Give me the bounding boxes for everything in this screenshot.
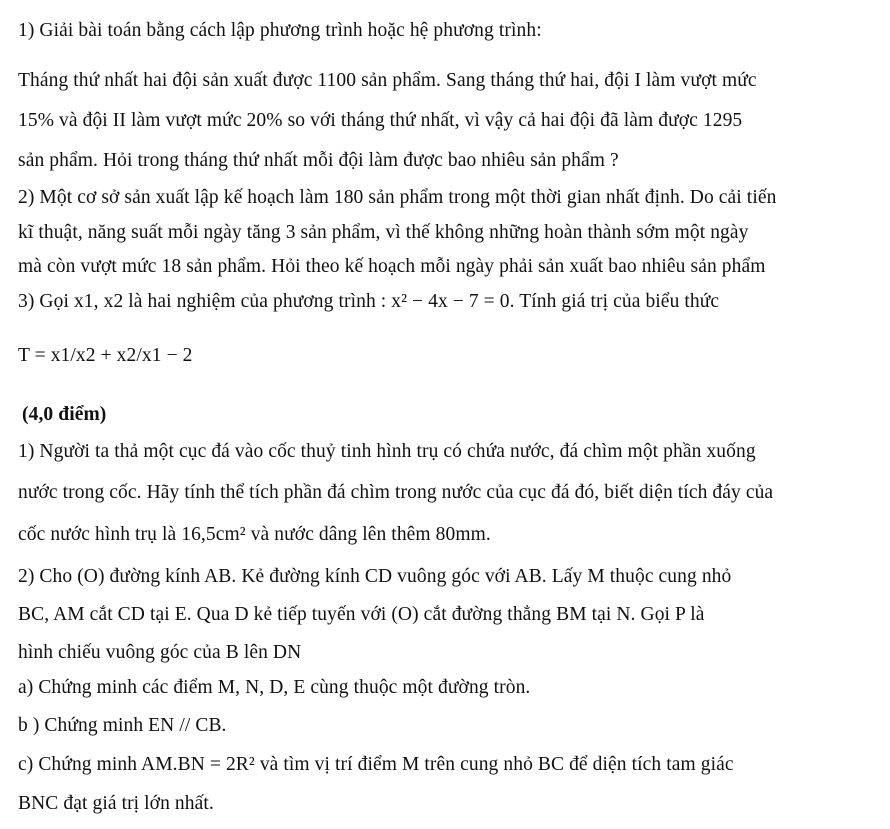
text-line: hình chiếu vuông góc của B lên DN xyxy=(18,642,302,663)
problem-3-text: 3) Gọi x1, x2 là hai nghiệm của phương trình : x² − 4x − 7 = 0. Tính giá trị của biểu thức xyxy=(18,291,720,312)
part-a: a) Chứng minh các điểm M, N, D, E cùng thuộc một đường tròn. xyxy=(18,677,531,698)
text-line: kĩ thuật, năng suất mỗi ngày tăng 3 sản phẩm, vì thế không những hoàn thành sớm một ngày xyxy=(18,222,749,243)
points-heading: (4,0 điểm) xyxy=(22,404,107,425)
part-c: c) Chứng minh AM.BN = 2R² và tìm vị trí điểm M trên cung nhỏ BC để diện tích tam giác xyxy=(18,754,734,775)
text-line: nước trong cốc. Hãy tính thể tích phần đá chìm trong nước của cục đá đó, biết diện tích đáy của xyxy=(18,482,774,503)
text-line: Tháng thứ nhất hai đội sản xuất được 1100 sản phẩm. Sang tháng thứ hai, đội I làm vượt mức xyxy=(18,70,757,91)
problem-2-text: 2) Một cơ sở sản xuất lập kế hoạch làm 180 sản phẩm trong một thời gian nhất định. Do cải tiến xyxy=(18,187,777,208)
text-line: sản phẩm. Hỏi trong tháng thứ nhất mỗi đội làm được bao nhiêu sản phẩm ? xyxy=(18,150,619,171)
text-line: 1) Người ta thả một cục đá vào cốc thuỷ tinh hình trụ có chứa nước, đá chìm một phần xuống xyxy=(18,441,756,462)
text-line: 15% và đội II làm vượt mức 20% so với tháng thứ nhất, vì vậy cả hai đội đã làm được 1295 xyxy=(18,110,743,131)
text-line: BNC đạt giá trị lớn nhất. xyxy=(18,793,214,814)
problem-1-heading: 1) Giải bài toán bằng cách lập phương trình hoặc hệ phương trình: xyxy=(18,20,542,41)
part-b: b ) Chứng minh EN // CB. xyxy=(18,715,227,736)
text-line: BC, AM cắt CD tại E. Qua D kẻ tiếp tuyến với (O) cắt đường thẳng BM tại N. Gọi P là xyxy=(18,604,705,625)
text-line: mà còn vượt mức 18 sản phẩm. Hỏi theo kế hoạch mỗi ngày phải sản xuất bao nhiêu sản phẩm xyxy=(18,256,766,277)
expression-T: T = x1/x2 + x2/x1 − 2 xyxy=(18,345,193,366)
text-line: cốc nước hình trụ là 16,5cm² và nước dâng lên thêm 80mm. xyxy=(18,524,491,545)
geometry-problem-text: 2) Cho (O) đường kính AB. Kẻ đường kính CD vuông góc với AB. Lấy M thuộc cung nhỏ xyxy=(18,566,732,587)
